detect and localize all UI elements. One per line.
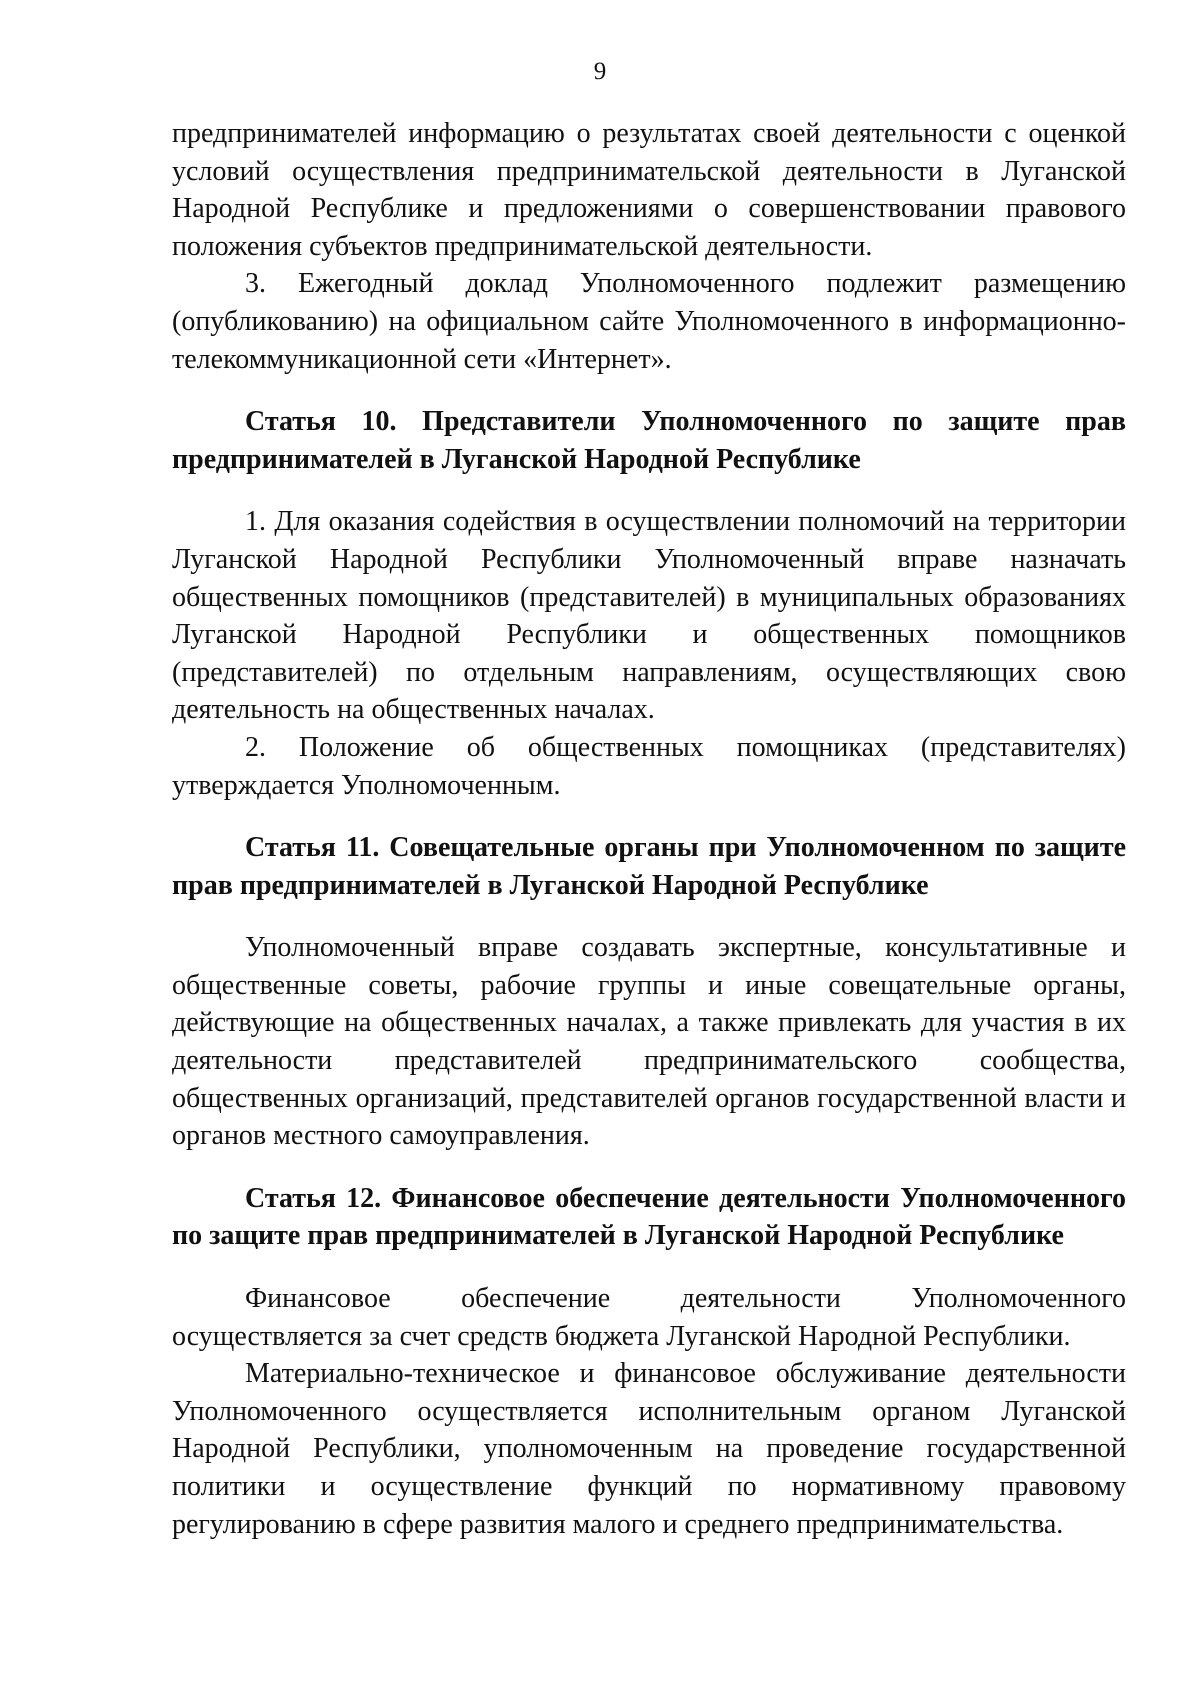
paragraph-article-12-part-1: Финансовое обеспечение деятельности Уполномоченного осуществляется за счет средств бюджета Луганской Народной Республики. — [172, 1283, 1126, 1352]
page-number: 9 — [593, 58, 607, 85]
article-11-heading: Статья 11. Совещательные органы при Уполномоченном по защите прав предпринимателей в Луганской Народной Республике — [172, 832, 1126, 901]
article-12-heading: Статья 12. Финансовое обеспечение деятельности Уполномоченного по защите прав предпринимателей в Луганской Народной Республике — [172, 1182, 1126, 1252]
paragraph-item-3: 3. Ежегодный доклад Уполномоченного подлежит размещению (опубликованию) на официальном сайте Уполномоченного в информационно-телекоммуникационной сети «Интернет». — [172, 268, 1126, 375]
paragraph-article-11: Уполномоченный вправе создавать экспертные, консультативные и общественные советы, рабочие группы и иные совещательные органы, действующие на общественных началах, а также привлекать для участия в их деятельности представителей предпринимательского сообщества, общественных организаций, представителей органов государственной власти и органов местного самоуправления. — [172, 932, 1126, 1152]
paragraph-article-10-item-1: 1. Для оказания содействия в осуществлении полномочий на территории Луганской Народной Республики Уполномоченный вправе назначать общественных помощников (представителей) в муниципальных образованиях Луганской Народной Республики и общественных помощников (представителей) по отдельным направлениям, осуществляющих свою деятельность на общественных началах. — [172, 506, 1126, 726]
article-10-heading: Статья 10. Представители Уполномоченного по защите прав предпринимателей в Луганской Народной Республике — [172, 406, 1126, 475]
paragraph-article-12-part-2: Материально-техническое и финансовое обслуживание деятельности Уполномоченного осуществляется исполнительным органом Луганской Народной Республики, уполномоченным на проведение государственной политики и осуществление функций по нормативному правовому регулированию в сфере развития малого и среднего предпринимательства. — [172, 1358, 1126, 1540]
paragraph-continuation: предпринимателей информацию о результатах своей деятельности с оценкой условий осуществления предпринимательской деятельности в Луганской Народной Республике и предложениями о совершенствовании правового положения субъектов предпринимательской деятельности. — [172, 118, 1126, 262]
paragraph-article-10-item-2: 2. Положение об общественных помощниках (представителях) утверждается Уполномоченным. — [172, 731, 1126, 801]
document-body — [172, 115, 1126, 1543]
